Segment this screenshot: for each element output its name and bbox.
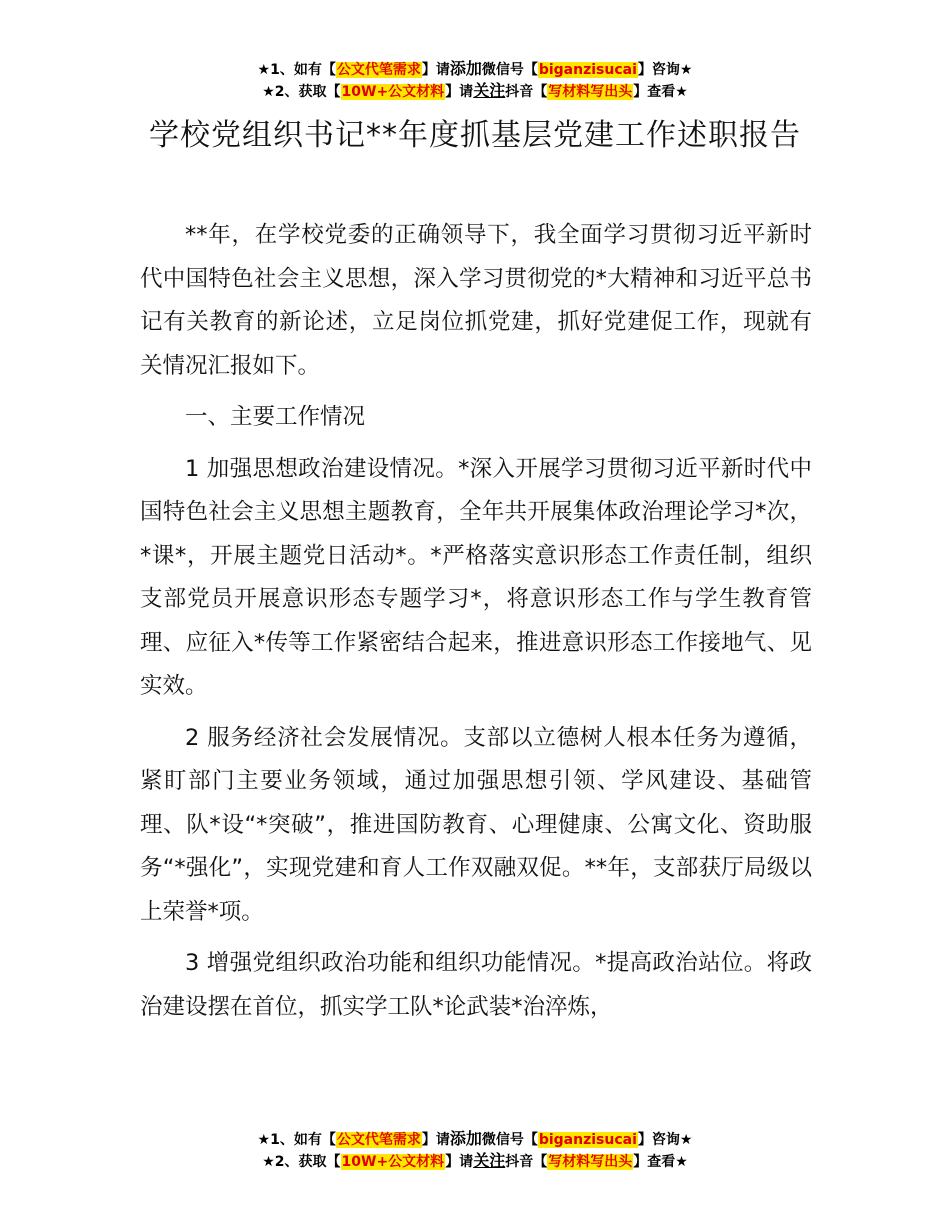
banner-line-2 <box>0 80 950 102</box>
banner-text: ★1、如有【 <box>257 1132 336 1148</box>
banner-text: 抖音【 <box>505 1154 548 1170</box>
banner-text: 】咨询★ <box>637 1132 693 1148</box>
body-paragraph: 2 服务经济社会发展情况。支部以立德树人根本任务为遵循，紧盯部门主要业务领域，通过加强思想引领、学风建设、基础管理、队*设“*突破”，推进国防教育、心理健康、公寓文化、资助服务“*强化”，实现党建和育人工作双融双促。**年，支部获厅局级以上荣誉*项。 <box>140 724 812 925</box>
banner-text: 】请 <box>421 1132 450 1148</box>
banner-text: 】请 <box>421 62 450 78</box>
banner-text: 】请 <box>445 84 474 100</box>
highlight-badge: 10W+公文材料 <box>341 1154 445 1170</box>
douyin-id-badge: 写材料写出头 <box>548 84 633 100</box>
banner-text: 关注 <box>473 1151 506 1170</box>
banner-text: 抖音【 <box>505 84 548 100</box>
footer-banner <box>0 1128 950 1172</box>
section-heading: 一、主要工作情况 <box>185 404 366 430</box>
highlight-badge: 公文代笔需求 <box>336 62 421 78</box>
body-paragraph: 3 增强党组织政治功能和组织功能情况。*提高政治站位。将政治建设摆在首位，抓实学工队*论武装*治淬炼， <box>140 950 812 1020</box>
body-paragraph: 1 加强思想政治建设情况。*深入开展学习贯彻习近平新时代中国特色社会主义思想主题教育，全年共开展集体政治理论学习*次，*课*，开展主题党日活动*。*严格落实意识形态工作责任制，组织支部党员开展意识形态专题学习*，将意识形态工作与学生教育管理、应征入*传等工作紧密结合起来，推进意识形态工作接地气、见实效。 <box>140 455 812 699</box>
document-title: 学校党组织书记**年度抓基层党建工作述职报告 <box>149 118 801 153</box>
banner-line-1 <box>0 58 950 80</box>
douyin-id-badge: 写材料写出头 <box>548 1154 633 1170</box>
banner-text: 】咨询★ <box>637 62 693 78</box>
banner-text: 】查看★ <box>633 1154 688 1170</box>
highlight-badge: 10W+公文材料 <box>341 84 445 100</box>
banner-text: 微信号【 <box>481 1132 538 1148</box>
banner-text: ★2、获取【 <box>262 1154 341 1170</box>
banner-text: 添加 <box>449 59 482 78</box>
intro-paragraph: **年，在学校党委的正确领导下，我全面学习贯彻习近平新时代中国特色社会主义思想，深入学习贯彻党的*大精神和习近平总书记有关教育的新论述，立足岗位抓党建，抓好党建促工作，现就有关情况汇报如下。 <box>140 222 812 379</box>
highlight-badge: 公文代笔需求 <box>336 1132 421 1148</box>
header-banner <box>0 58 950 102</box>
wechat-id-badge: biganzisucai <box>538 1132 637 1148</box>
wechat-id-badge: biganzisucai <box>538 62 637 78</box>
banner-text: 】查看★ <box>633 84 688 100</box>
banner-text: 微信号【 <box>481 62 538 78</box>
banner-line-1 <box>0 1128 950 1150</box>
banner-text: 关注 <box>473 81 506 100</box>
document-body <box>140 214 812 1037</box>
banner-text: ★1、如有【 <box>257 62 336 78</box>
banner-text: 添加 <box>449 1129 482 1148</box>
banner-text: ★2、获取【 <box>262 84 341 100</box>
banner-line-2 <box>0 1150 950 1172</box>
banner-text: 】请 <box>445 1154 474 1170</box>
